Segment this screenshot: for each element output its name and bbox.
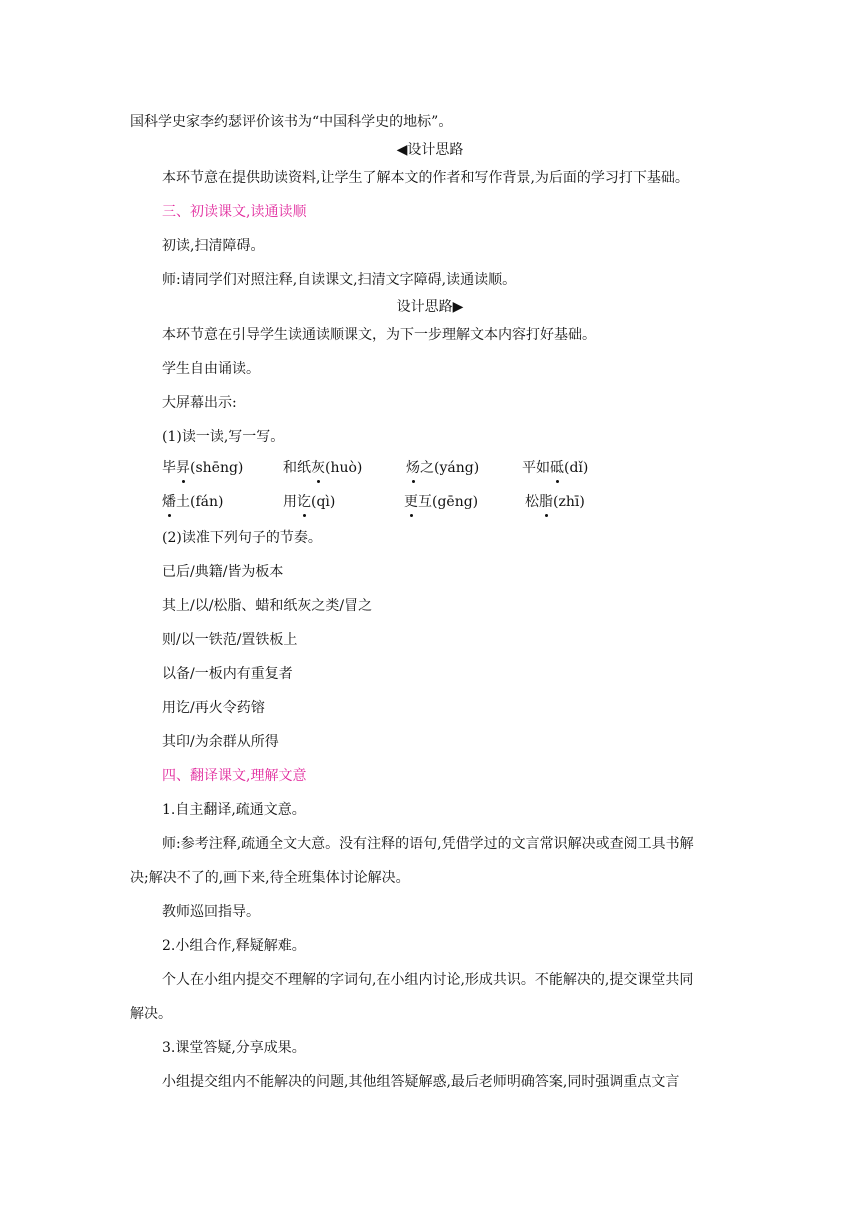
rhythm-sentence: 已后/典籍/皆为板本 [162,564,284,580]
paragraph-line: 本环节意在引导学生读通读顺课文，为下一步理解文本内容打好基础。 [162,327,596,343]
rhythm-sentence: 以备/一板内有重复者 [162,666,293,682]
paragraph-line: 师:请同学们对照注释,自读课文,扫清文字障碍,读通读顺。 [162,272,517,288]
paragraph-line: 1.自主翻译,疏通文意。 [162,802,306,818]
design-note-label: 设计思路▶ [396,299,464,315]
rhythm-sentence: 其上/以/松脂、蜡和纸灰之类/冒之 [162,598,373,614]
design-note-label: ◀设计思路 [396,142,464,158]
vocab-row [0,492,860,514]
paragraph-line: 解决。 [130,1006,172,1022]
paragraph-line: 国科学史家李约瑟评价该书为“中国科学史的地标”。 [130,114,453,130]
paragraph-line: 个人在小组内提交不理解的字词句,在小组内讨论,形成共识。不能解决的,提交课堂共同 [162,972,694,988]
paragraph-line: 教师巡回指导。 [162,904,260,920]
paragraph-line: (2)读准下列句子的节奏。 [162,530,322,546]
vocab-row [0,458,860,480]
vocab-item: 用讫(qì) [283,494,336,510]
vocab-item: 毕昇(shēng) [162,460,244,476]
paragraph-line: 师:参考注释,疏通全文大意。没有注释的语句,凭借学过的文言常识解决或查阅工具书解 [162,836,694,852]
paragraph-line: 学生自由诵读。 [162,361,260,377]
paragraph-line: 3.课堂答疑,分享成果。 [162,1040,306,1056]
vocab-item: 和纸灰(huò) [283,460,363,476]
paragraph-line: 2.小组合作,释疑解难。 [162,938,306,954]
vocab-item: 平如砥(dǐ) [522,460,589,476]
vocab-item: 燔土(fán) [162,494,224,510]
rhythm-sentence: 则/以一铁范/置铁板上 [162,632,298,648]
rhythm-sentence: 其印/为余群从所得 [162,734,279,750]
paragraph-line: 本环节意在提供助读资料,让学生了解本文的作者和写作背景,为后面的学习打下基础。 [162,170,689,186]
vocab-item: 更互(gēng) [404,494,479,510]
paragraph-line: 小组提交组内不能解决的问题,其他组答疑解惑,最后老师明确答案,同时强调重点文言 [162,1074,680,1090]
paragraph-line: 决;解决不了的,画下来,待全班集体讨论解决。 [130,870,410,886]
paragraph-line: (1)读一读,写一写。 [162,429,285,445]
section-heading: 四、翻译课文,理解文意 [162,768,307,784]
rhythm-sentence: 用讫/再火令药镕 [162,700,265,716]
paragraph-line: 大屏幕出示: [162,395,237,411]
vocab-item: 松脂(zhī) [525,494,585,510]
paragraph-line: 初读,扫清障碍。 [162,238,265,254]
vocab-item: 炀之(yáng) [406,460,480,476]
section-heading: 三、初读课文,读通读顺 [162,204,307,220]
